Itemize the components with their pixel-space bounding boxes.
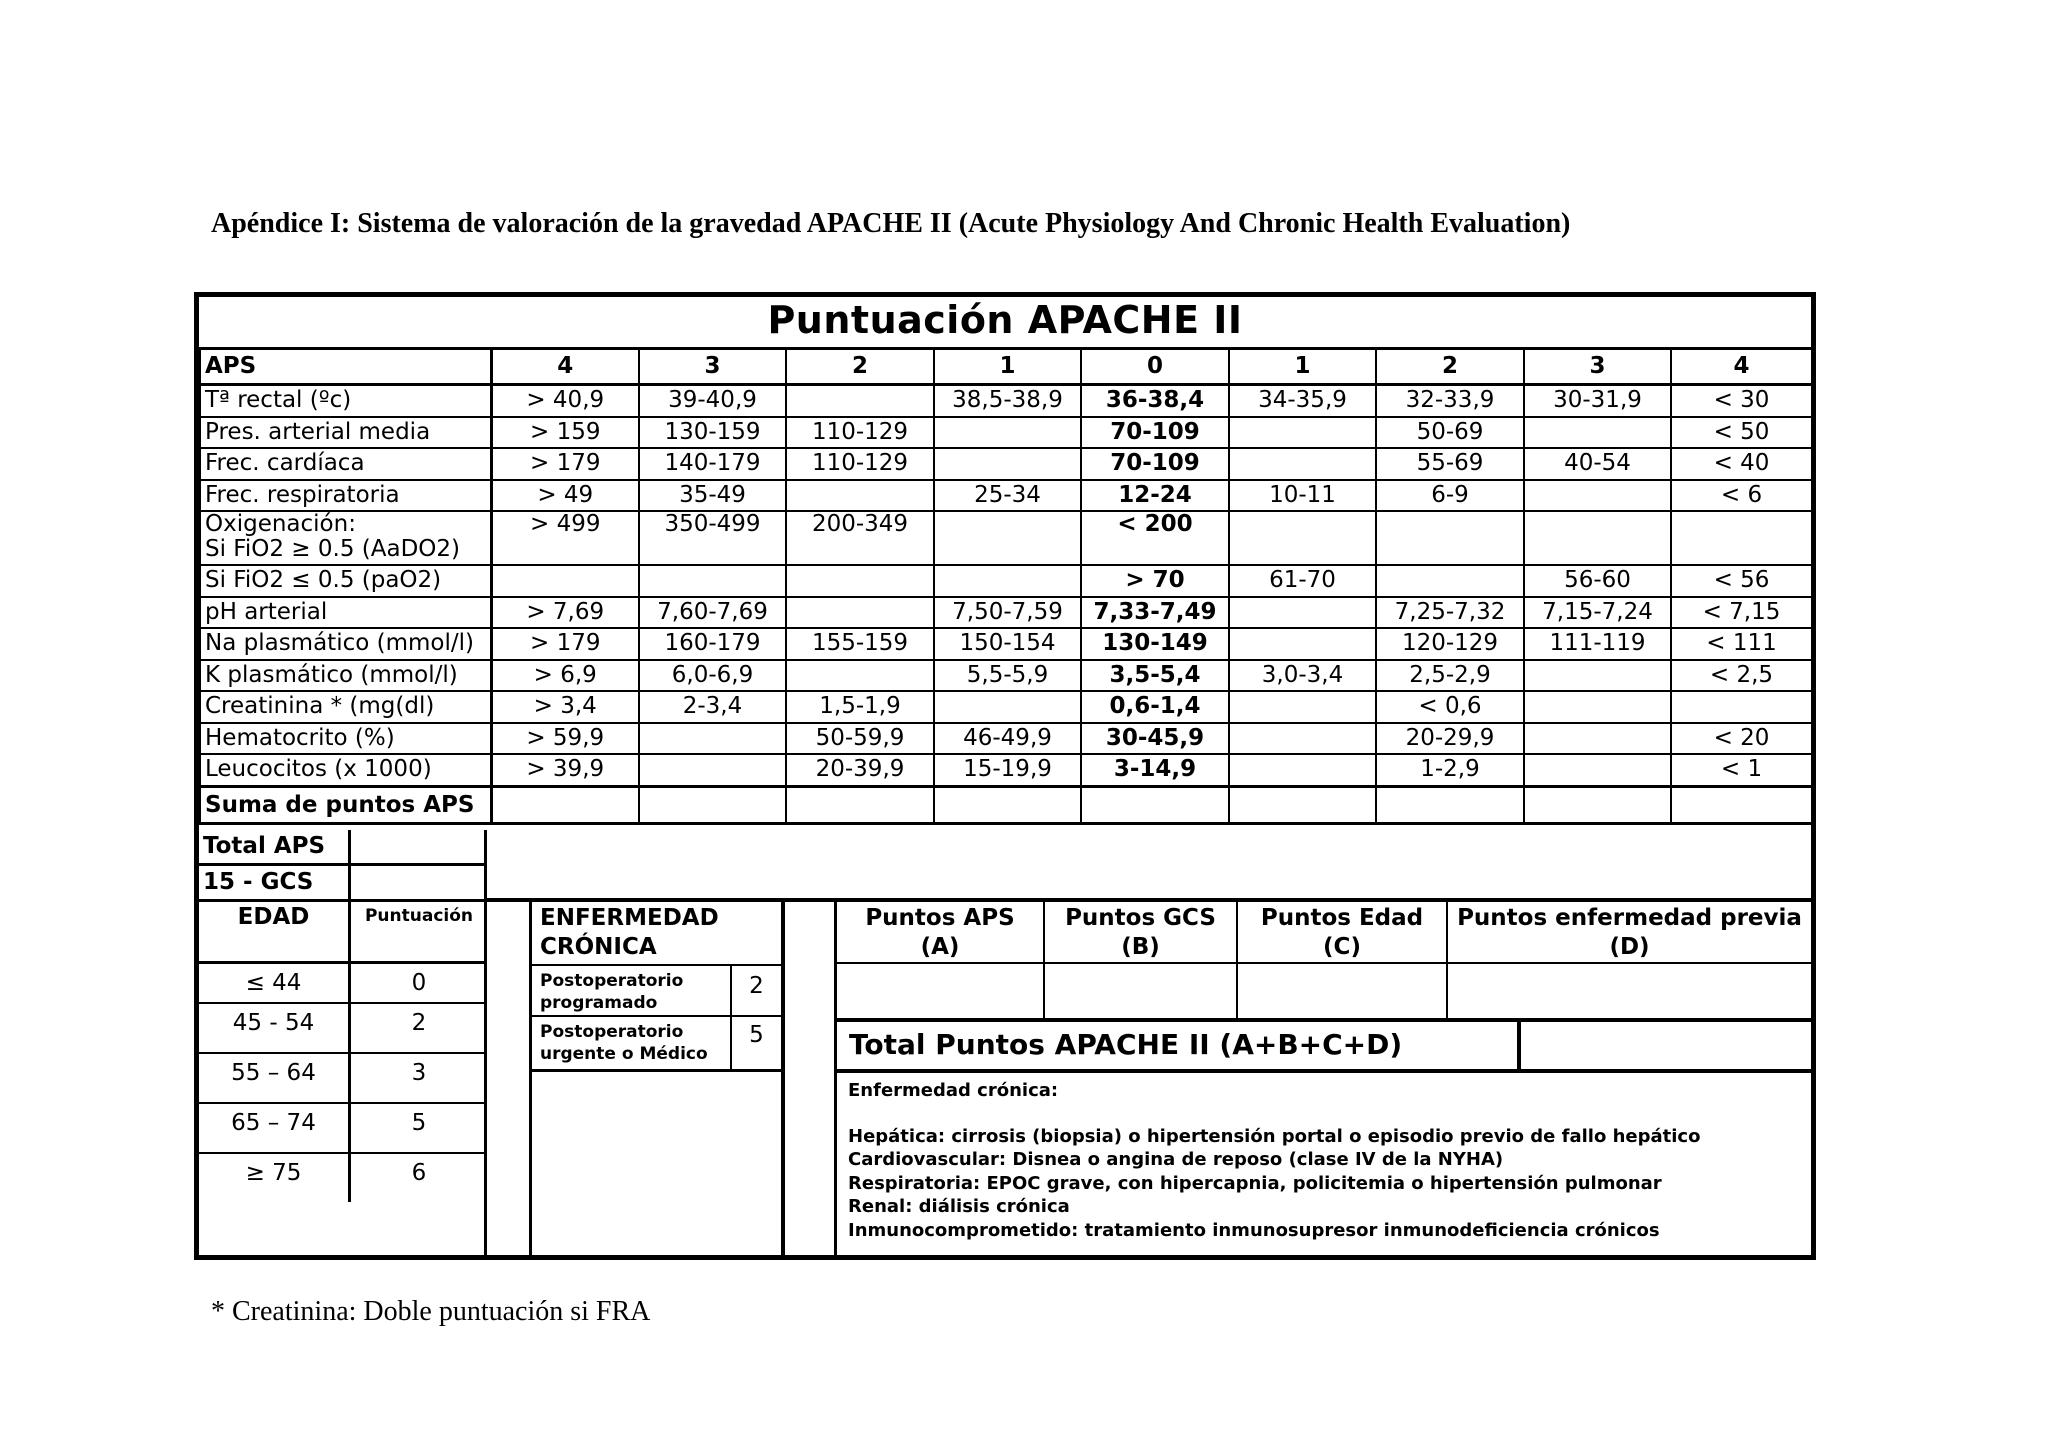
notes-title: Enfermedad crónica: bbox=[848, 1080, 1059, 1101]
footnote: * Creatinina: Doble puntuación si FRA bbox=[211, 1296, 651, 1327]
aps-cell: < 1 bbox=[1671, 754, 1812, 786]
edad-score: 3 bbox=[411, 1060, 427, 1086]
aps-cell: < 0,6 bbox=[1376, 691, 1524, 723]
aps-row-label: Frec. cardíaca bbox=[200, 448, 491, 480]
aps-cell: 110-129 bbox=[786, 417, 934, 449]
aps-cell bbox=[1524, 480, 1671, 512]
aps-row bbox=[200, 511, 1812, 565]
cronica-row-score: 2 bbox=[730, 966, 781, 1015]
aps-cell: 5,5-5,9 bbox=[934, 660, 1081, 692]
aps-cell bbox=[1229, 511, 1376, 565]
edad-range: 65 – 74 bbox=[199, 1104, 351, 1152]
aps-cell bbox=[786, 597, 934, 629]
cronica-header bbox=[540, 904, 719, 962]
aps-sum-cell bbox=[1376, 786, 1524, 823]
aps-row bbox=[200, 597, 1812, 629]
aps-cell: 12-24 bbox=[1081, 480, 1229, 512]
cronica-row-line2: programado bbox=[540, 993, 658, 1013]
aps-cell: < 2,5 bbox=[1671, 660, 1812, 692]
aps-cell: 70-109 bbox=[1081, 417, 1229, 449]
aps-row bbox=[200, 385, 1812, 417]
aps-cell: 40-54 bbox=[1524, 448, 1671, 480]
aps-cell: 0,6-1,4 bbox=[1081, 691, 1229, 723]
edad-row bbox=[199, 1004, 487, 1054]
cronica-header-line2: CRÓNICA bbox=[540, 934, 657, 960]
aps-sum-cell bbox=[639, 786, 786, 823]
aps-header-row bbox=[200, 349, 1812, 385]
aps-cell: 7,25-7,32 bbox=[1376, 597, 1524, 629]
total-puntos-label: Total Puntos APACHE II (A+B+C+D) bbox=[849, 1028, 1403, 1061]
aps-cell: 46-49,9 bbox=[934, 723, 1081, 755]
total-aps-row bbox=[199, 830, 487, 866]
edad-range: ≤ 44 bbox=[199, 964, 351, 1002]
aps-row bbox=[200, 628, 1812, 660]
aps-row-label-line1: Oxigenación: bbox=[205, 511, 356, 537]
aps-cell: 1,5-1,9 bbox=[786, 691, 934, 723]
aps-cell: 155-159 bbox=[786, 628, 934, 660]
edad-score: 6 bbox=[411, 1160, 427, 1186]
aps-cell: 3-14,9 bbox=[1081, 754, 1229, 786]
edad-table bbox=[199, 902, 487, 1255]
aps-sum-cell bbox=[786, 786, 934, 823]
edad-score: 5 bbox=[411, 1110, 427, 1136]
gcs-row bbox=[199, 866, 487, 902]
aps-cell bbox=[491, 565, 639, 597]
aps-header-label: APS bbox=[200, 349, 491, 385]
enfermedad-notes bbox=[848, 1079, 1808, 1249]
cronica-row-line2: urgente o Médico bbox=[540, 1044, 708, 1064]
aps-cell bbox=[1524, 417, 1671, 449]
aps-cell: 1-2,9 bbox=[1376, 754, 1524, 786]
aps-cell bbox=[1524, 660, 1671, 692]
aps-sum-cell bbox=[491, 786, 639, 823]
aps-cell: < 7,15 bbox=[1671, 597, 1812, 629]
aps-cell bbox=[1229, 691, 1376, 723]
aps-cell: < 56 bbox=[1671, 565, 1812, 597]
aps-row bbox=[200, 754, 1812, 786]
aps-cell: 2-3,4 bbox=[639, 691, 786, 723]
aps-cell: 30-31,9 bbox=[1524, 385, 1671, 417]
aps-cell: 20-29,9 bbox=[1376, 723, 1524, 755]
aps-row-label: Pres. arterial media bbox=[200, 417, 491, 449]
edad-score: 0 bbox=[411, 970, 427, 996]
edad-header: EDAD bbox=[199, 902, 351, 964]
puntos-edad-header: Puntos Edad (C) bbox=[1238, 902, 1448, 1020]
aps-cell bbox=[786, 385, 934, 417]
edad-score: 2 bbox=[411, 1010, 427, 1036]
aps-cell: 110-129 bbox=[786, 448, 934, 480]
aps-cell bbox=[639, 754, 786, 786]
edad-range: 55 – 64 bbox=[199, 1054, 351, 1102]
aps-cell: 120-129 bbox=[1376, 628, 1524, 660]
cronica-row bbox=[532, 1017, 781, 1072]
aps-cell: > 179 bbox=[491, 448, 639, 480]
cronica-header-line1: ENFERMEDAD bbox=[540, 905, 719, 931]
aps-cell: > 7,69 bbox=[491, 597, 639, 629]
aps-cell bbox=[639, 723, 786, 755]
edad-row bbox=[199, 1104, 487, 1154]
aps-sum-cell bbox=[934, 786, 1081, 823]
aps-cell: 111-119 bbox=[1524, 628, 1671, 660]
aps-cell: 50-59,9 bbox=[786, 723, 934, 755]
aps-cell: 38,5-38,9 bbox=[934, 385, 1081, 417]
aps-cell bbox=[786, 660, 934, 692]
aps-row bbox=[200, 480, 1812, 512]
aps-header-score: 4 bbox=[491, 349, 639, 385]
aps-row-label: Hematocrito (%) bbox=[200, 723, 491, 755]
aps-cell: 130-149 bbox=[1081, 628, 1229, 660]
aps-header-score: 2 bbox=[1376, 349, 1524, 385]
puntos-enfermedad-header: Puntos enfermedad previa (D) bbox=[1457, 905, 1802, 960]
aps-row-label: K plasmático (mmol/l) bbox=[200, 660, 491, 692]
notes-line: Cardiovascular: Disnea o angina de reposo (clase IV de la NYHA) bbox=[848, 1149, 1504, 1170]
aps-header-score: 0 bbox=[1081, 349, 1229, 385]
edad-row bbox=[199, 1154, 487, 1202]
aps-cell: 2,5-2,9 bbox=[1376, 660, 1524, 692]
aps-cell: 6-9 bbox=[1376, 480, 1524, 512]
aps-cell: 7,15-7,24 bbox=[1524, 597, 1671, 629]
aps-cell: 130-159 bbox=[639, 417, 786, 449]
edad-range: ≥ 75 bbox=[199, 1154, 351, 1202]
aps-cell: 39-40,9 bbox=[639, 385, 786, 417]
aps-cell: 55-69 bbox=[1376, 448, 1524, 480]
aps-cell bbox=[1229, 628, 1376, 660]
aps-cell: 70-109 bbox=[1081, 448, 1229, 480]
aps-cell bbox=[934, 417, 1081, 449]
aps-cell bbox=[1671, 511, 1812, 565]
aps-cell bbox=[934, 448, 1081, 480]
aps-row bbox=[200, 417, 1812, 449]
aps-cell: < 50 bbox=[1671, 417, 1812, 449]
aps-cell: 10-11 bbox=[1229, 480, 1376, 512]
aps-cell: 25-34 bbox=[934, 480, 1081, 512]
cronica-row-line1: Postoperatorio bbox=[540, 971, 684, 991]
notes-line: Respiratoria: EPOC grave, con hipercapnia, policitemia o hipertensión pulmonar bbox=[848, 1172, 1662, 1194]
cronica-row-line1: Postoperatorio bbox=[540, 1022, 684, 1042]
aps-sum-cell bbox=[1081, 786, 1229, 823]
aps-header-score: 1 bbox=[1229, 349, 1376, 385]
aps-cell bbox=[1524, 723, 1671, 755]
aps-cell: > 179 bbox=[491, 628, 639, 660]
aps-header-score: 3 bbox=[1524, 349, 1671, 385]
aps-cell: > 39,9 bbox=[491, 754, 639, 786]
aps-cell: < 20 bbox=[1671, 723, 1812, 755]
total-puntos-row bbox=[837, 1022, 1811, 1073]
aps-cell bbox=[1229, 754, 1376, 786]
aps-row-label: Creatinina * (mg(dl) bbox=[200, 691, 491, 723]
aps-row bbox=[200, 448, 1812, 480]
aps-cell: > 159 bbox=[491, 417, 639, 449]
aps-cell: 350-499 bbox=[639, 511, 786, 565]
aps-sum-cell bbox=[1524, 786, 1671, 823]
aps-row-label: Si FiO2 ≤ 0.5 (paO2) bbox=[200, 565, 491, 597]
puntos-aps-header: Puntos APS (A) bbox=[837, 902, 1045, 1020]
total-aps-value-area bbox=[487, 830, 1811, 902]
total-aps-label: Total APS bbox=[199, 830, 351, 863]
aps-cell: 15-19,9 bbox=[934, 754, 1081, 786]
aps-cell bbox=[786, 480, 934, 512]
aps-cell: < 40 bbox=[1671, 448, 1812, 480]
notes-line: Hepática: cirrosis (biopsia) o hipertensión portal o episodio previo de fallo hepático bbox=[848, 1125, 1701, 1147]
aps-cell: < 30 bbox=[1671, 385, 1812, 417]
aps-cell: 6,0-6,9 bbox=[639, 660, 786, 692]
aps-cell bbox=[1229, 723, 1376, 755]
aps-cell: < 6 bbox=[1671, 480, 1812, 512]
aps-cell: > 70 bbox=[1081, 565, 1229, 597]
aps-sum-row bbox=[200, 786, 1812, 823]
aps-cell: 7,33-7,49 bbox=[1081, 597, 1229, 629]
aps-cell: 140-179 bbox=[639, 448, 786, 480]
aps-row bbox=[200, 691, 1812, 723]
aps-cell bbox=[1524, 511, 1671, 565]
aps-row-label: Na plasmático (mmol/l) bbox=[200, 628, 491, 660]
aps-row-label: pH arterial bbox=[200, 597, 491, 629]
aps-sum-cell bbox=[1229, 786, 1376, 823]
aps-cell: > 59,9 bbox=[491, 723, 639, 755]
aps-cell: 35-49 bbox=[639, 480, 786, 512]
aps-row bbox=[200, 565, 1812, 597]
aps-cell: 36-38,4 bbox=[1081, 385, 1229, 417]
total-puntos-value bbox=[1517, 1022, 1811, 1069]
aps-cell: 7,60-7,69 bbox=[639, 597, 786, 629]
aps-cell bbox=[934, 511, 1081, 565]
aps-cell bbox=[1376, 565, 1524, 597]
notes-line: Renal: diálisis crónica bbox=[848, 1196, 1070, 1217]
table-title: Puntuación APACHE II bbox=[194, 292, 1816, 350]
aps-cell bbox=[1229, 448, 1376, 480]
aps-cell: 56-60 bbox=[1524, 565, 1671, 597]
aps-cell bbox=[934, 691, 1081, 723]
aps-row-label: Frec. respiratoria bbox=[200, 480, 491, 512]
aps-cell bbox=[1671, 691, 1812, 723]
aps-cell: 50-69 bbox=[1376, 417, 1524, 449]
edad-range: 45 - 54 bbox=[199, 1004, 351, 1052]
aps-cell bbox=[786, 565, 934, 597]
aps-cell: < 111 bbox=[1671, 628, 1812, 660]
aps-header-score: 3 bbox=[639, 349, 786, 385]
aps-cell: 200-349 bbox=[786, 511, 934, 565]
aps-cell bbox=[639, 565, 786, 597]
aps-cell: > 49 bbox=[491, 480, 639, 512]
aps-header-score: 4 bbox=[1671, 349, 1812, 385]
aps-cell: > 499 bbox=[491, 511, 639, 565]
cronica-row-score: 5 bbox=[730, 1017, 781, 1069]
aps-cell: 30-45,9 bbox=[1081, 723, 1229, 755]
edad-row bbox=[199, 964, 487, 1004]
aps-cell bbox=[1376, 511, 1524, 565]
puntos-table bbox=[837, 902, 1811, 1022]
aps-cell: 34-35,9 bbox=[1229, 385, 1376, 417]
aps-cell: > 3,4 bbox=[491, 691, 639, 723]
aps-cell bbox=[1524, 691, 1671, 723]
aps-cell: 7,50-7,59 bbox=[934, 597, 1081, 629]
spacer-column bbox=[487, 902, 532, 1255]
aps-table bbox=[199, 348, 1813, 825]
aps-row-label: Tª rectal (ºc) bbox=[200, 385, 491, 417]
gcs-label: 15 - GCS bbox=[199, 866, 351, 899]
aps-cell: 32-33,9 bbox=[1376, 385, 1524, 417]
aps-cell bbox=[1524, 754, 1671, 786]
aps-row-label bbox=[200, 511, 491, 565]
aps-cell bbox=[1229, 597, 1376, 629]
aps-header-score: 2 bbox=[786, 349, 934, 385]
aps-row-label-line2: Si FiO2 ≥ 0.5 (AaDO2) bbox=[205, 536, 460, 562]
aps-cell: 150-154 bbox=[934, 628, 1081, 660]
aps-cell: 61-70 bbox=[1229, 565, 1376, 597]
aps-row bbox=[200, 660, 1812, 692]
aps-cell: < 200 bbox=[1081, 511, 1229, 565]
notes-line: Inmunocomprometido: tratamiento inmunosupresor inmunodeficiencia crónicos bbox=[848, 1219, 1660, 1241]
cronica-row bbox=[532, 964, 781, 1017]
spacer-column bbox=[785, 902, 837, 1255]
page-heading: Apéndice I: Sistema de valoración de la gravedad APACHE II (Acute Physiology And Chronic Health Evaluation) bbox=[211, 208, 1571, 239]
aps-cell bbox=[1229, 417, 1376, 449]
edad-score-header: Puntuación bbox=[351, 902, 487, 964]
aps-row bbox=[200, 723, 1812, 755]
edad-row bbox=[199, 1054, 487, 1104]
puntos-gcs-header: Puntos GCS (B) bbox=[1045, 902, 1238, 1020]
aps-header-score: 1 bbox=[934, 349, 1081, 385]
aps-cell: 160-179 bbox=[639, 628, 786, 660]
aps-cell: 20-39,9 bbox=[786, 754, 934, 786]
aps-sum-label: Suma de puntos APS bbox=[200, 786, 491, 823]
aps-cell: > 6,9 bbox=[491, 660, 639, 692]
aps-row-label: Leucocitos (x 1000) bbox=[200, 754, 491, 786]
aps-cell bbox=[934, 565, 1081, 597]
aps-sum-cell bbox=[1671, 786, 1812, 823]
aps-cell: 3,5-5,4 bbox=[1081, 660, 1229, 692]
aps-cell: > 40,9 bbox=[491, 385, 639, 417]
aps-cell: 3,0-3,4 bbox=[1229, 660, 1376, 692]
cronica-table bbox=[532, 902, 785, 1255]
